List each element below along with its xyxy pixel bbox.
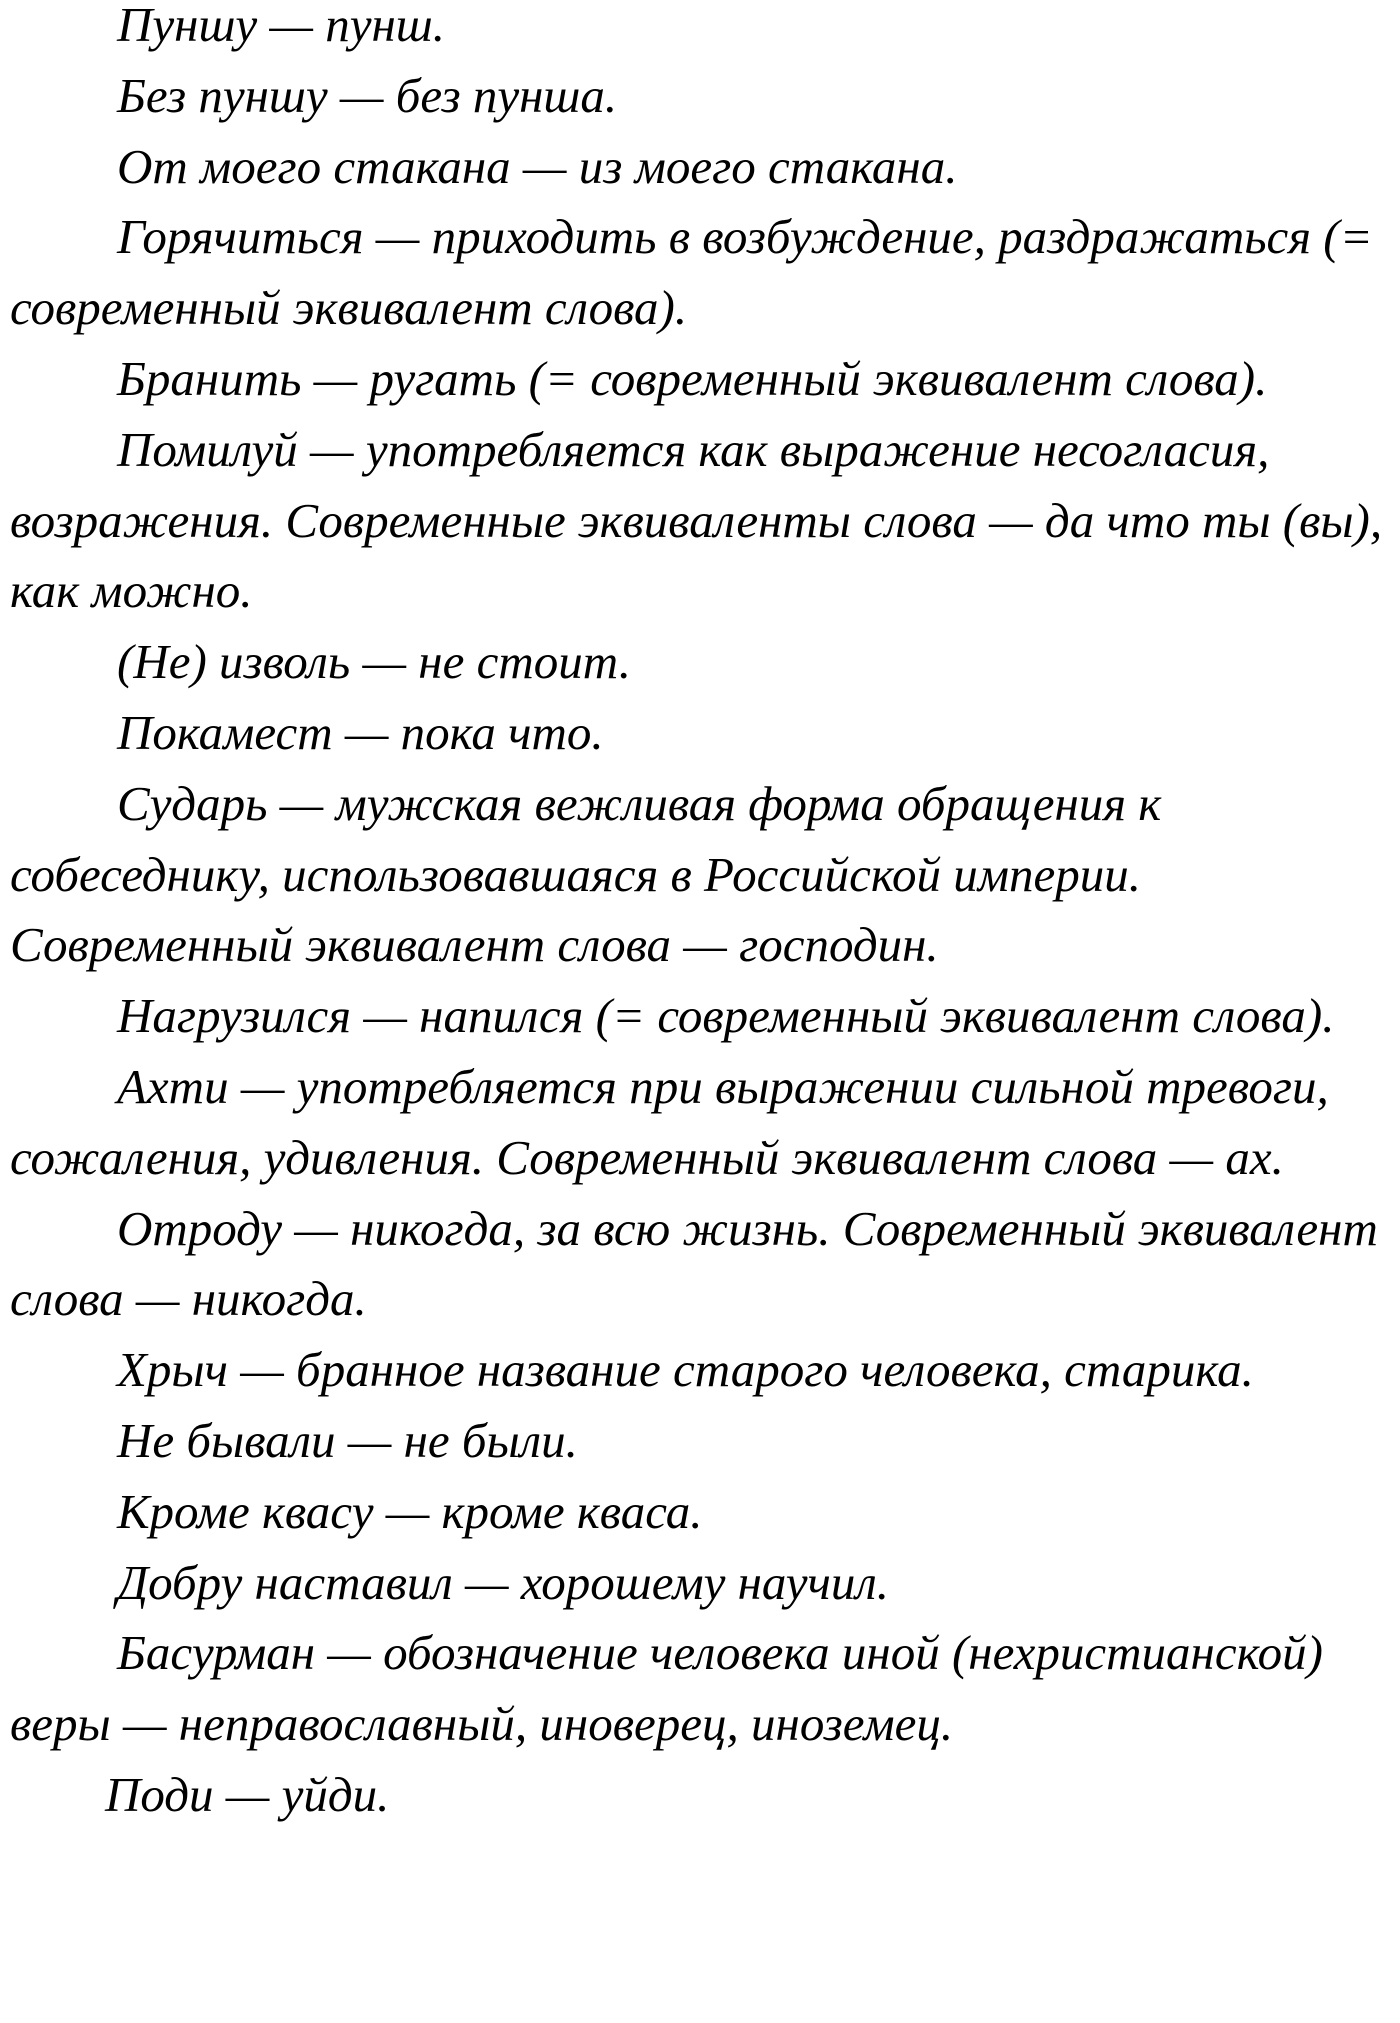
glossary-entry-branit: Бранить — ругать (= современный эквивалент слова). (117, 350, 1268, 406)
glossary-entry-pokamest: Покамест — пока что. (117, 704, 604, 760)
glossary-entry-goryachitsya: Горячиться — приходить в возбуждение, раздражаться (= современный эквивалент слова). (10, 209, 1373, 336)
glossary-entry-ne-byvali: Не бывали — не были. (117, 1412, 578, 1468)
glossary-entry-krome-kvasu: Кроме квасу — кроме кваса. (117, 1483, 703, 1539)
glossary-entry-bez-punshu: Без пуншу — без пунша. (117, 67, 618, 123)
glossary-entry-sudar: Сударь — мужская вежливая форма обращения к собеседнику, использовавшаяся в Российской империи. Современный эквивалент слова — господин. (10, 775, 1162, 973)
glossary-entry-podi: Поди — уйди. (105, 1766, 390, 1822)
glossary-entry-izvol: (Не) изволь — не стоит. (117, 634, 631, 690)
glossary-entry-dobru-nastavil: Добру наставил — хорошему научил. (117, 1554, 889, 1610)
glossary-page (10, 0, 1390, 1831)
glossary-entry-punshu: Пуншу — пунш. (117, 0, 446, 52)
glossary-entry-nagruzilsya: Нагрузился — напился (= современный эквивалент слова). (117, 988, 1335, 1044)
glossary-entry-otrodu: Отроду — никогда, за всю жизнь. Современный эквивалент слова — никогда. (10, 1200, 1378, 1327)
glossary-entry-akhti: Ахти — употребляется при выражении сильной тревоги, сожаления, удивления. Современный эквивалент слова — ах. (10, 1058, 1329, 1185)
glossary-entry-ot-moego-stakana: От моего стакана — из моего стакана. (117, 138, 958, 194)
glossary-entry-khrych: Хрыч — бранное название старого человека, старика. (117, 1342, 1254, 1398)
glossary-entry-basurman: Басурман — обозначение человека иной (нехристианской) веры — неправославный, иноверец, иноземец. (10, 1625, 1323, 1752)
glossary-entry-pomiluy: Помилуй — употребляется как выражение несогласия, возражения. Современные эквиваленты слова — да что ты (вы), как можно. (10, 421, 1383, 619)
